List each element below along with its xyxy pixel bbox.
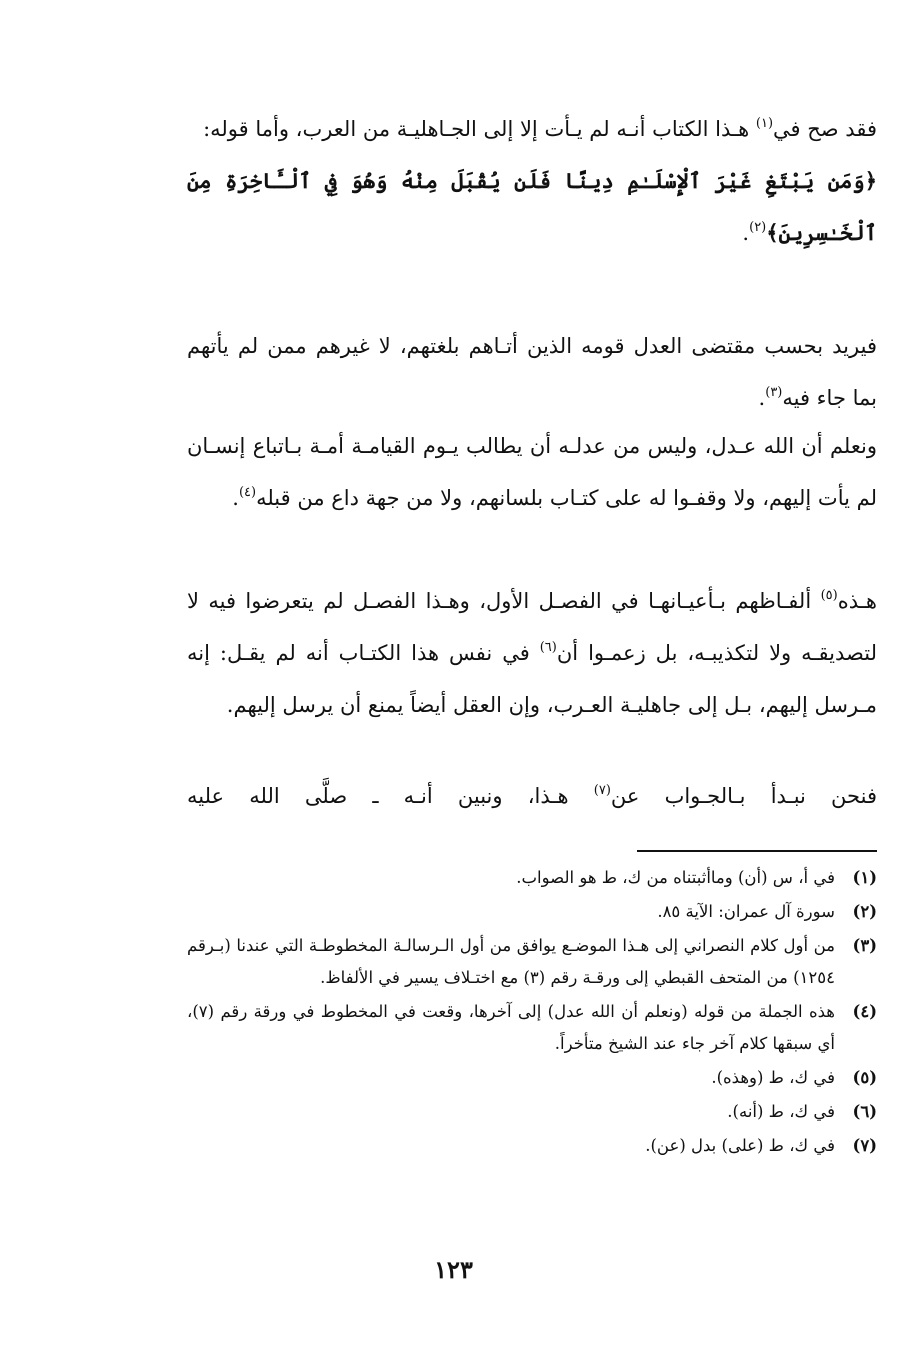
paragraph-1 [187,103,877,259]
paragraph-3-end: . [232,486,239,510]
page-number: ١٢٣ [434,1255,473,1284]
footnote-text: في ك، ط (على) بدل (عن). [645,1136,835,1155]
paragraph-2-text: فيريد بحسب مقتضى العدل قومه الذين أتـاهم بلغتهم، لا غيرهم ممن لم يأتهم بما جاء فيه [187,334,877,410]
paragraph-1-text-b: هـذا الكتاب أنـه لم يـأت إلا إلى الجـاهليـة من العرب، وأما قوله: [203,117,750,141]
verse-end-mark: . [742,221,750,245]
paragraph-3 [187,420,877,524]
footnote-item-3 [187,930,877,994]
footnote-ref-4: (٤) [238,485,257,500]
footnote-ref-2: (٢) [749,220,767,235]
footnote-item-4 [187,996,877,1060]
paragraph-4-text-b: ألفـاظهم بـأعيـانهـا في الفصـل الأول، وهـذا الفصـل لم يتعرضوا فيه لا لتصديقـه ولا لتكذيبـه، بل زعمـوا أن [187,589,877,665]
paragraph-5 [187,770,877,822]
footnotes-list [187,862,877,1164]
footnote-number: (١) [852,868,877,887]
footnote-ref-6: (٦) [539,640,557,655]
footnote-item-1 [187,862,877,894]
footnote-number: (٥) [852,1068,877,1087]
footnote-text: في ك، ط (أنه). [727,1102,835,1121]
footnote-text: في أ، س (أن) وماأثبتناه من ك، ط هو الصواب. [516,868,835,887]
footnote-item-7 [187,1130,877,1162]
footnote-number: (٧) [852,1136,877,1155]
paragraph-4 [187,575,877,731]
paragraph-3-text: ونعلم أن الله عـدل، وليس من عدلـه أن يطالب يـوم القيامـة أمـة بـاتباع إنسـان لم يأت إليهم، ولا وقفـوا له على كتـاب بلسانهم، ولا من جهة داع من قبله [187,434,877,510]
footnote-ref-1: (١) [755,116,774,131]
footnote-number: (٤) [852,1002,877,1021]
footnote-number: (٣) [852,936,877,955]
footnote-ref-5: (٥) [820,588,838,603]
footnote-text: هذه الجملة من قوله (ونعلم أن الله عدل) إلى آخرها، وقعت في المخطوط في ورقة رقم (٧)، أي سبقها كلام آخر جاء عند الشيخ متأخراً. [187,1002,835,1053]
footnote-ref-7: (٧) [593,783,611,798]
footnote-text: سورة آل عمران: الآية ٨٥. [657,902,835,921]
footnote-number: (٦) [852,1102,877,1121]
paragraph-2 [187,320,877,424]
paragraph-5-text-b: هـذا، ونبين أنـه ـ صلَّى الله عليه [187,784,569,808]
footnote-ref-3: (٣) [765,385,783,400]
footnote-item-6 [187,1096,877,1128]
paragraph-2-end: . [758,386,766,410]
paragraph-4-text-a: هـذه [837,589,877,613]
footnote-number: (٢) [852,902,877,921]
footnote-text: من أول كلام النصراني إلى هـذا الموضـع يوافق من أول الـرسالـة المخطوطـة التي عندنا (بـرقم ١٢٥٤) من المتحف القبطي إلى ورقـة رقم (٣) مع اختـلاف يسير في الألفاظ. [187,936,836,987]
quran-verse: ﴿وَمَن يَبْتَغِ غَيْرَ ٱلْإِسْلَـٰمِ دِينًا فَلَن يُقْبَلَ مِنْهُ وَهُوَ فِي ٱلْـَٔاخِرَةِ مِنَ ٱلْخَـٰسِرِينَ﴾ [187,168,877,245]
footnote-item-2 [187,896,877,928]
footnote-text: في ك، ط (وهذه). [711,1068,835,1087]
footnote-divider [637,850,877,852]
paragraph-4-text-c: في نفس هذا الكتـاب أنه لم يقـل: إنه مـرسل إليهم، بـل إلى جاهليـة العـرب، وإن العقل أيضاً يمنع أن يرسل إليهم. [187,641,877,717]
paragraph-5-text-a: فنحن نبـدأ بـالجـواب عن [610,784,877,808]
paragraph-1-text-a: فقد صح في [773,117,877,141]
footnote-item-5 [187,1062,877,1094]
